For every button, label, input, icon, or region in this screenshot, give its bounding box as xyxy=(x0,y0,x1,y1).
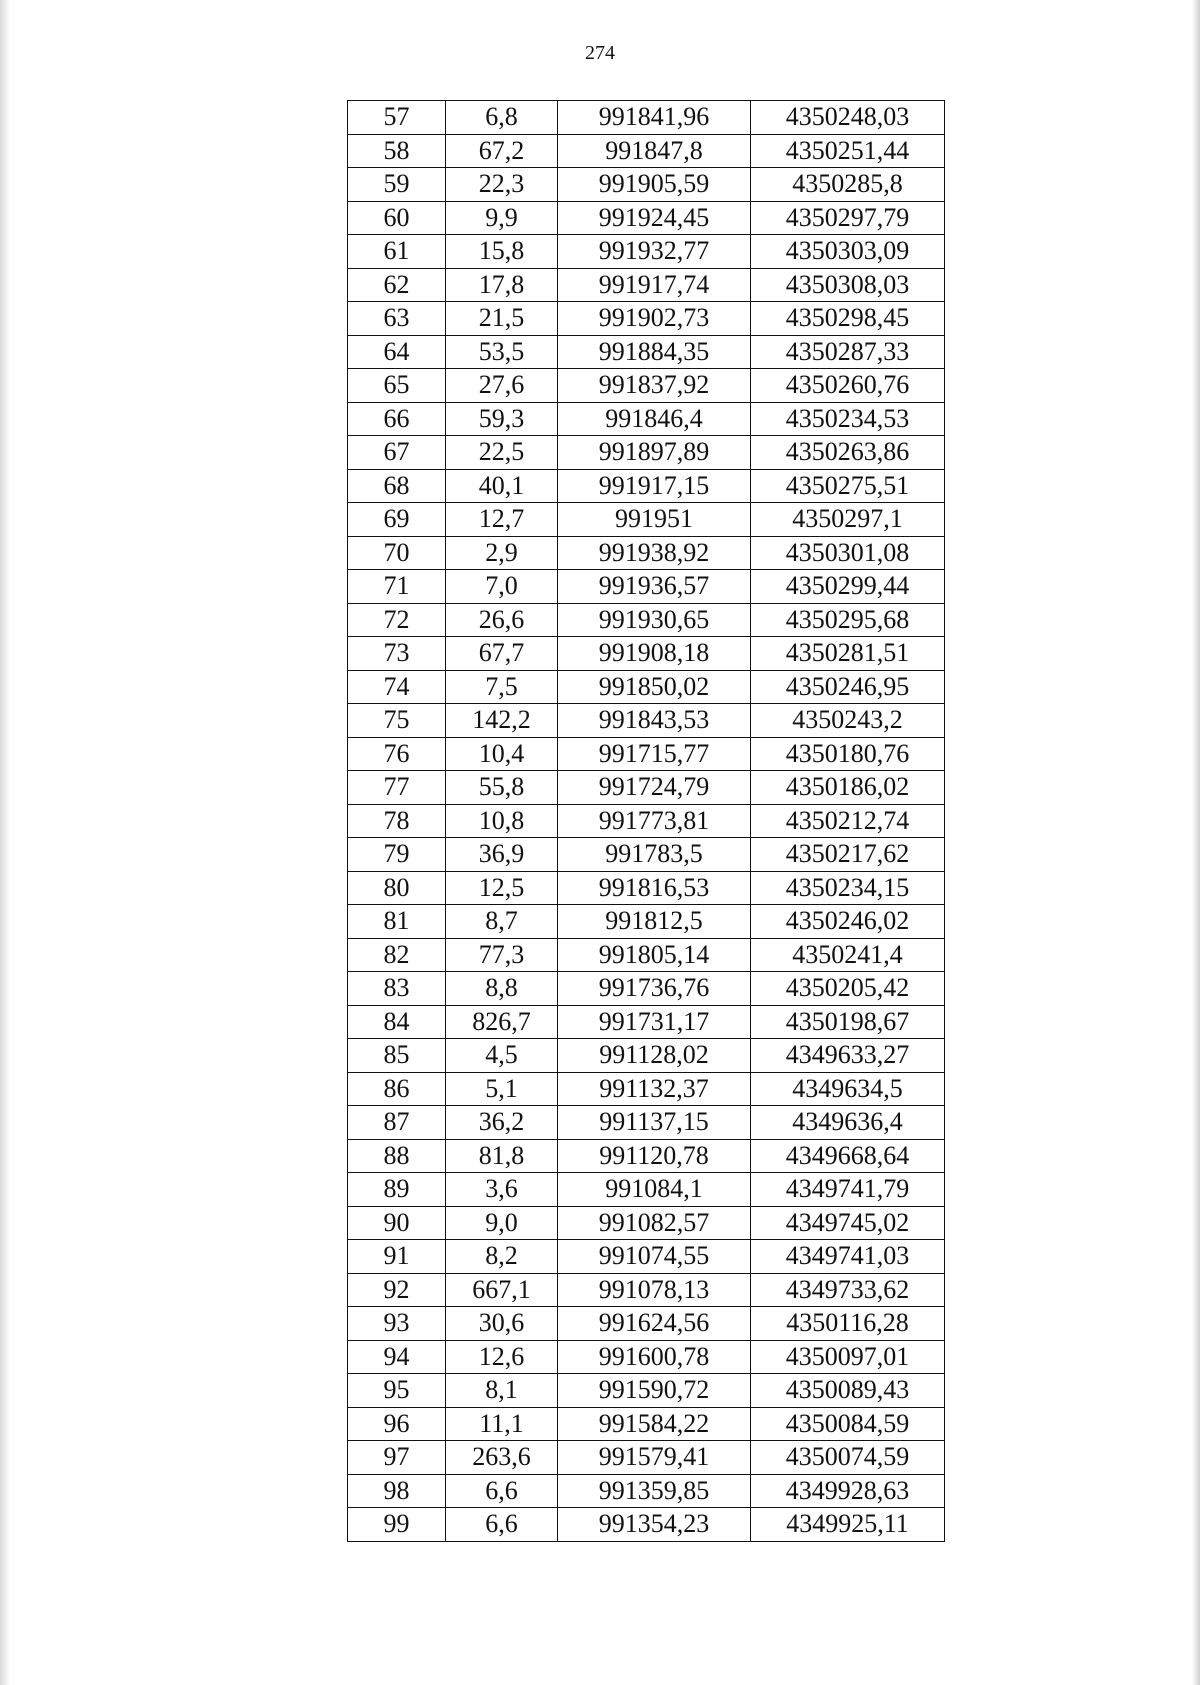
x-coordinate-cell: 991936,57 xyxy=(558,570,751,604)
point-number-cell: 72 xyxy=(348,603,446,637)
table-row xyxy=(348,134,945,168)
table-row xyxy=(348,268,945,302)
x-coordinate-cell: 991884,35 xyxy=(558,335,751,369)
x-coordinate-cell: 991897,89 xyxy=(558,436,751,470)
table-row xyxy=(348,1407,945,1441)
point-number-cell: 57 xyxy=(348,101,446,135)
x-coordinate-cell: 991084,1 xyxy=(558,1173,751,1207)
x-coordinate-cell: 991850,02 xyxy=(558,670,751,704)
table-row xyxy=(348,1206,945,1240)
y-coordinate-cell: 4350234,53 xyxy=(751,402,945,436)
x-coordinate-cell: 991902,73 xyxy=(558,302,751,336)
point-number-cell: 78 xyxy=(348,804,446,838)
distance-cell: 67,7 xyxy=(446,637,558,671)
table-row xyxy=(348,603,945,637)
distance-cell: 6,8 xyxy=(446,101,558,135)
table-row xyxy=(348,101,945,135)
distance-cell: 26,6 xyxy=(446,603,558,637)
x-coordinate-cell: 991843,53 xyxy=(558,704,751,738)
x-coordinate-cell: 991783,5 xyxy=(558,838,751,872)
point-number-cell: 58 xyxy=(348,134,446,168)
y-coordinate-cell: 4349745,02 xyxy=(751,1206,945,1240)
x-coordinate-cell: 991837,92 xyxy=(558,369,751,403)
table-row xyxy=(348,1340,945,1374)
distance-cell: 67,2 xyxy=(446,134,558,168)
x-coordinate-cell: 991579,41 xyxy=(558,1441,751,1475)
point-number-cell: 62 xyxy=(348,268,446,302)
table-row xyxy=(348,536,945,570)
distance-cell: 9,0 xyxy=(446,1206,558,1240)
x-coordinate-cell: 991905,59 xyxy=(558,168,751,202)
point-number-cell: 70 xyxy=(348,536,446,570)
point-number-cell: 94 xyxy=(348,1340,446,1374)
point-number-cell: 80 xyxy=(348,871,446,905)
point-number-cell: 79 xyxy=(348,838,446,872)
y-coordinate-cell: 4350097,01 xyxy=(751,1340,945,1374)
table-row xyxy=(348,804,945,838)
x-coordinate-cell: 991847,8 xyxy=(558,134,751,168)
point-number-cell: 66 xyxy=(348,402,446,436)
y-coordinate-cell: 4349741,03 xyxy=(751,1240,945,1274)
table-row xyxy=(348,737,945,771)
table-row xyxy=(348,402,945,436)
point-number-cell: 61 xyxy=(348,235,446,269)
point-number-cell: 86 xyxy=(348,1072,446,1106)
point-number-cell: 93 xyxy=(348,1307,446,1341)
y-coordinate-cell: 4350084,59 xyxy=(751,1407,945,1441)
page-number: 274 xyxy=(585,42,615,64)
y-coordinate-cell: 4350263,86 xyxy=(751,436,945,470)
point-number-cell: 98 xyxy=(348,1474,446,1508)
table-row xyxy=(348,1273,945,1307)
point-number-cell: 74 xyxy=(348,670,446,704)
table-row xyxy=(348,168,945,202)
distance-cell: 7,5 xyxy=(446,670,558,704)
point-number-cell: 92 xyxy=(348,1273,446,1307)
table-row xyxy=(348,670,945,704)
distance-cell: 6,6 xyxy=(446,1508,558,1542)
point-number-cell: 59 xyxy=(348,168,446,202)
point-number-cell: 89 xyxy=(348,1173,446,1207)
y-coordinate-cell: 4350217,62 xyxy=(751,838,945,872)
x-coordinate-cell: 991584,22 xyxy=(558,1407,751,1441)
point-number-cell: 71 xyxy=(348,570,446,604)
table-row xyxy=(348,1072,945,1106)
x-coordinate-cell: 991600,78 xyxy=(558,1340,751,1374)
table-row xyxy=(348,637,945,671)
distance-cell: 8,8 xyxy=(446,972,558,1006)
table-row xyxy=(348,201,945,235)
distance-cell: 826,7 xyxy=(446,1005,558,1039)
distance-cell: 5,1 xyxy=(446,1072,558,1106)
x-coordinate-cell: 991930,65 xyxy=(558,603,751,637)
distance-cell: 36,9 xyxy=(446,838,558,872)
table-row xyxy=(348,235,945,269)
distance-cell: 6,6 xyxy=(446,1474,558,1508)
y-coordinate-cell: 4349741,79 xyxy=(751,1173,945,1207)
y-coordinate-cell: 4350246,02 xyxy=(751,905,945,939)
table-row xyxy=(348,1374,945,1408)
x-coordinate-cell: 991841,96 xyxy=(558,101,751,135)
distance-cell: 12,5 xyxy=(446,871,558,905)
x-coordinate-cell: 991917,15 xyxy=(558,469,751,503)
table-row xyxy=(348,570,945,604)
table-row xyxy=(348,938,945,972)
y-coordinate-cell: 4350308,03 xyxy=(751,268,945,302)
point-number-cell: 73 xyxy=(348,637,446,671)
table-row xyxy=(348,335,945,369)
scan-edge-left xyxy=(0,0,10,1685)
point-number-cell: 63 xyxy=(348,302,446,336)
y-coordinate-cell: 4349634,5 xyxy=(751,1072,945,1106)
table-row xyxy=(348,1005,945,1039)
point-number-cell: 96 xyxy=(348,1407,446,1441)
table-row xyxy=(348,302,945,336)
point-number-cell: 69 xyxy=(348,503,446,537)
point-number-cell: 65 xyxy=(348,369,446,403)
x-coordinate-cell: 991917,74 xyxy=(558,268,751,302)
x-coordinate-cell: 991736,76 xyxy=(558,972,751,1006)
y-coordinate-cell: 4349733,62 xyxy=(751,1273,945,1307)
y-coordinate-cell: 4350281,51 xyxy=(751,637,945,671)
x-coordinate-cell: 991120,78 xyxy=(558,1139,751,1173)
y-coordinate-cell: 4350248,03 xyxy=(751,101,945,135)
distance-cell: 30,6 xyxy=(446,1307,558,1341)
distance-cell: 59,3 xyxy=(446,402,558,436)
distance-cell: 53,5 xyxy=(446,335,558,369)
table-row xyxy=(348,1508,945,1542)
x-coordinate-cell: 991624,56 xyxy=(558,1307,751,1341)
table-row xyxy=(348,1441,945,1475)
y-coordinate-cell: 4349668,64 xyxy=(751,1139,945,1173)
table-row xyxy=(348,503,945,537)
y-coordinate-cell: 4350298,45 xyxy=(751,302,945,336)
scan-edge-right xyxy=(1192,0,1200,1685)
y-coordinate-cell: 4349925,11 xyxy=(751,1508,945,1542)
distance-cell: 21,5 xyxy=(446,302,558,336)
distance-cell: 55,8 xyxy=(446,771,558,805)
point-number-cell: 81 xyxy=(348,905,446,939)
table-row xyxy=(348,369,945,403)
y-coordinate-cell: 4349928,63 xyxy=(751,1474,945,1508)
y-coordinate-cell: 4350089,43 xyxy=(751,1374,945,1408)
table-row xyxy=(348,771,945,805)
point-number-cell: 83 xyxy=(348,972,446,1006)
point-number-cell: 67 xyxy=(348,436,446,470)
point-number-cell: 85 xyxy=(348,1039,446,1073)
distance-cell: 10,4 xyxy=(446,737,558,771)
x-coordinate-cell: 991128,02 xyxy=(558,1039,751,1073)
point-number-cell: 68 xyxy=(348,469,446,503)
distance-cell: 263,6 xyxy=(446,1441,558,1475)
distance-cell: 142,2 xyxy=(446,704,558,738)
x-coordinate-cell: 991590,72 xyxy=(558,1374,751,1408)
x-coordinate-cell: 991924,45 xyxy=(558,201,751,235)
y-coordinate-cell: 4350198,67 xyxy=(751,1005,945,1039)
y-coordinate-cell: 4350297,79 xyxy=(751,201,945,235)
distance-cell: 77,3 xyxy=(446,938,558,972)
y-coordinate-cell: 4350297,1 xyxy=(751,503,945,537)
distance-cell: 8,7 xyxy=(446,905,558,939)
distance-cell: 17,8 xyxy=(446,268,558,302)
point-number-cell: 99 xyxy=(348,1508,446,1542)
point-number-cell: 87 xyxy=(348,1106,446,1140)
y-coordinate-cell: 4350205,42 xyxy=(751,972,945,1006)
x-coordinate-cell: 991074,55 xyxy=(558,1240,751,1274)
point-number-cell: 95 xyxy=(348,1374,446,1408)
x-coordinate-cell: 991938,92 xyxy=(558,536,751,570)
y-coordinate-cell: 4349633,27 xyxy=(751,1039,945,1073)
x-coordinate-cell: 991932,77 xyxy=(558,235,751,269)
y-coordinate-cell: 4350234,15 xyxy=(751,871,945,905)
y-coordinate-cell: 4349636,4 xyxy=(751,1106,945,1140)
table-row xyxy=(348,1240,945,1274)
distance-cell: 7,0 xyxy=(446,570,558,604)
distance-cell: 3,6 xyxy=(446,1173,558,1207)
distance-cell: 81,8 xyxy=(446,1139,558,1173)
y-coordinate-cell: 4350299,44 xyxy=(751,570,945,604)
point-number-cell: 75 xyxy=(348,704,446,738)
distance-cell: 10,8 xyxy=(446,804,558,838)
point-number-cell: 82 xyxy=(348,938,446,972)
distance-cell: 4,5 xyxy=(446,1039,558,1073)
point-number-cell: 77 xyxy=(348,771,446,805)
y-coordinate-cell: 4350212,74 xyxy=(751,804,945,838)
x-coordinate-cell: 991773,81 xyxy=(558,804,751,838)
distance-cell: 40,1 xyxy=(446,469,558,503)
distance-cell: 8,2 xyxy=(446,1240,558,1274)
y-coordinate-cell: 4350303,09 xyxy=(751,235,945,269)
distance-cell: 15,8 xyxy=(446,235,558,269)
table-row xyxy=(348,1039,945,1073)
y-coordinate-cell: 4350246,95 xyxy=(751,670,945,704)
y-coordinate-cell: 4350116,28 xyxy=(751,1307,945,1341)
y-coordinate-cell: 4350275,51 xyxy=(751,469,945,503)
distance-cell: 9,9 xyxy=(446,201,558,235)
table-body xyxy=(348,101,945,1542)
point-number-cell: 97 xyxy=(348,1441,446,1475)
distance-cell: 36,2 xyxy=(446,1106,558,1140)
y-coordinate-cell: 4350260,76 xyxy=(751,369,945,403)
table-row xyxy=(348,1173,945,1207)
table-row xyxy=(348,972,945,1006)
x-coordinate-cell: 991724,79 xyxy=(558,771,751,805)
table-row xyxy=(348,704,945,738)
point-number-cell: 88 xyxy=(348,1139,446,1173)
y-coordinate-cell: 4350186,02 xyxy=(751,771,945,805)
x-coordinate-cell: 991082,57 xyxy=(558,1206,751,1240)
y-coordinate-cell: 4350287,33 xyxy=(751,335,945,369)
x-coordinate-cell: 991132,37 xyxy=(558,1072,751,1106)
x-coordinate-cell: 991846,4 xyxy=(558,402,751,436)
y-coordinate-cell: 4350285,8 xyxy=(751,168,945,202)
x-coordinate-cell: 991908,18 xyxy=(558,637,751,671)
point-number-cell: 64 xyxy=(348,335,446,369)
x-coordinate-cell: 991816,53 xyxy=(558,871,751,905)
table-row xyxy=(348,1474,945,1508)
x-coordinate-cell: 991951 xyxy=(558,503,751,537)
distance-cell: 11,1 xyxy=(446,1407,558,1441)
x-coordinate-cell: 991137,15 xyxy=(558,1106,751,1140)
y-coordinate-cell: 4350301,08 xyxy=(751,536,945,570)
x-coordinate-cell: 991731,17 xyxy=(558,1005,751,1039)
y-coordinate-cell: 4350295,68 xyxy=(751,603,945,637)
distance-cell: 22,5 xyxy=(446,436,558,470)
point-number-cell: 76 xyxy=(348,737,446,771)
point-number-cell: 60 xyxy=(348,201,446,235)
table-row xyxy=(348,838,945,872)
y-coordinate-cell: 4350241,4 xyxy=(751,938,945,972)
table-row xyxy=(348,871,945,905)
coordinates-table xyxy=(347,100,945,1542)
x-coordinate-cell: 991359,85 xyxy=(558,1474,751,1508)
table-row xyxy=(348,469,945,503)
table-row xyxy=(348,1106,945,1140)
x-coordinate-cell: 991354,23 xyxy=(558,1508,751,1542)
table-row xyxy=(348,905,945,939)
table-row xyxy=(348,1139,945,1173)
x-coordinate-cell: 991805,14 xyxy=(558,938,751,972)
distance-cell: 12,6 xyxy=(446,1340,558,1374)
distance-cell: 2,9 xyxy=(446,536,558,570)
y-coordinate-cell: 4350243,2 xyxy=(751,704,945,738)
point-number-cell: 91 xyxy=(348,1240,446,1274)
distance-cell: 22,3 xyxy=(446,168,558,202)
point-number-cell: 90 xyxy=(348,1206,446,1240)
table-row xyxy=(348,436,945,470)
y-coordinate-cell: 4350074,59 xyxy=(751,1441,945,1475)
y-coordinate-cell: 4350180,76 xyxy=(751,737,945,771)
x-coordinate-cell: 991715,77 xyxy=(558,737,751,771)
table-row xyxy=(348,1307,945,1341)
distance-cell: 667,1 xyxy=(446,1273,558,1307)
distance-cell: 27,6 xyxy=(446,369,558,403)
point-number-cell: 84 xyxy=(348,1005,446,1039)
y-coordinate-cell: 4350251,44 xyxy=(751,134,945,168)
distance-cell: 12,7 xyxy=(446,503,558,537)
x-coordinate-cell: 991078,13 xyxy=(558,1273,751,1307)
distance-cell: 8,1 xyxy=(446,1374,558,1408)
x-coordinate-cell: 991812,5 xyxy=(558,905,751,939)
